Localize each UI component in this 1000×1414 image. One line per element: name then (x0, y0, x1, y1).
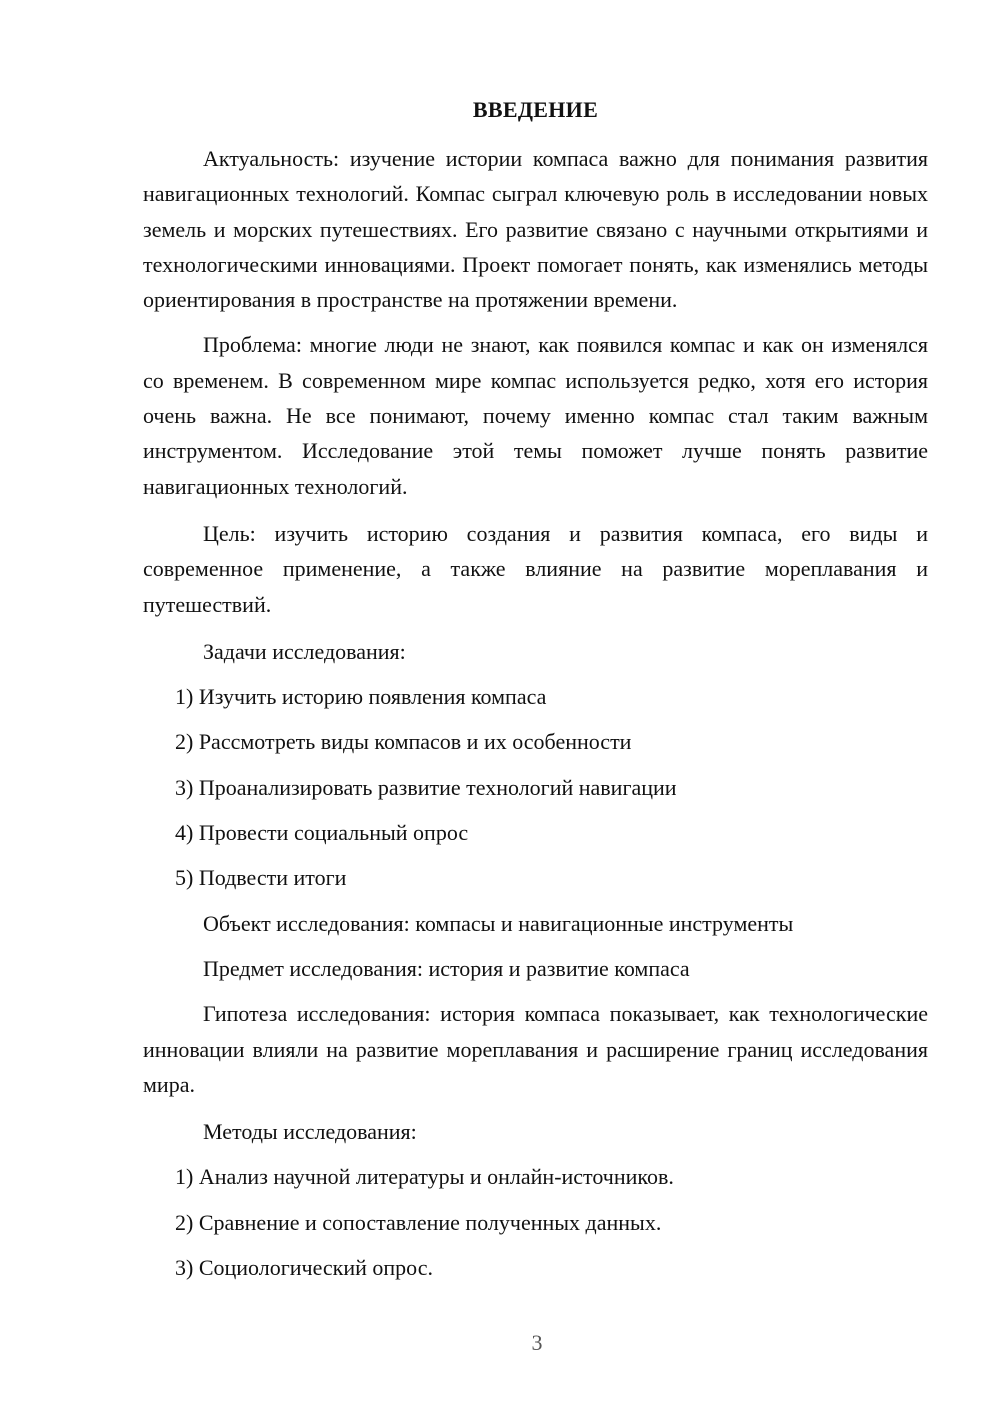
method-item: 3) Социологический опрос. (175, 1255, 433, 1281)
methods-heading: Методы исследования: (203, 1119, 417, 1145)
tasks-heading: Задачи исследования: (203, 638, 406, 664)
research-object: Объект исследования: компасы и навигационные инструменты (203, 910, 794, 936)
goal-paragraph: Цель: изучить историю создания и развития компаса, его виды и современное применение, а также влияние на развитие мореплавания и путешествий. (143, 520, 928, 617)
task-item: 1) Изучить историю появления компаса (175, 684, 547, 710)
page-number: 3 (531, 1330, 543, 1355)
task-item: 4) Провести социальный опрос (175, 820, 469, 846)
relevance-paragraph: Актуальность: изучение истории компаса важно для понимания развития навигационных технологий. Компас сыграл ключевую роль в исследовании новых земель и морских путешествиях. Его развитие связано с научными открытиями и технологическими инновациями. Проект помогает понять, как изменялись методы ориентирования в пространстве на протяжении времени. (143, 146, 928, 313)
research-subject: Предмет исследования: история и развитие компаса (203, 955, 690, 981)
task-item: 3) Проанализировать развитие технологий навигации (175, 774, 677, 800)
method-item: 2) Сравнение и сопоставление полученных данных. (175, 1209, 662, 1235)
problem-paragraph: Проблема: многие люди не знают, как появился компас и как он изменялся со временем. В современном мире компас используется редко, хотя его история очень важна. Не все понимают, почему именно компас стал таким важным инструментом. Исследование этой темы поможет лучше понять развитие навигационных технологий. (143, 332, 928, 499)
method-item: 1) Анализ научной литературы и онлайн-источников. (175, 1164, 674, 1190)
hypothesis-paragraph: Гипотеза исследования: история компаса показывает, как технологические инновации влияли на развитие мореплавания и расширение границ исследования мира. (143, 1001, 928, 1097)
section-title: ВВЕДЕНИЕ (472, 97, 599, 122)
task-item: 5) Подвести итоги (175, 865, 347, 891)
task-item: 2) Рассмотреть виды компасов и их особенности (175, 729, 632, 755)
page-content (143, 92, 928, 1295)
